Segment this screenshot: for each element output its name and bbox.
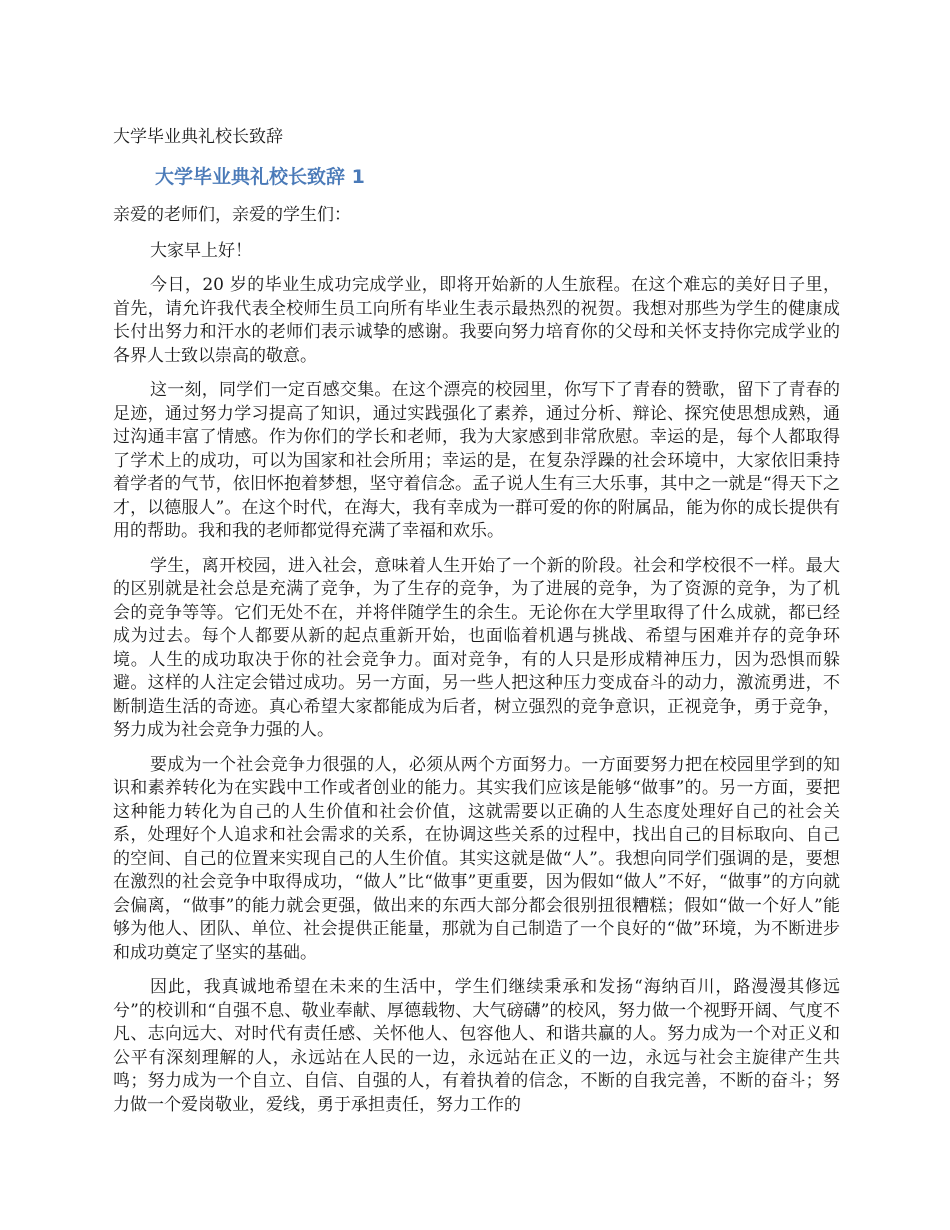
document-title: 大学毕业典礼校长致辞 [113, 127, 283, 147]
greeting: 大家早上好！ [150, 241, 252, 261]
speech-body [113, 274, 840, 1128]
paragraph-two-aspects: 要成为一个社会竞争力很强的人，必须从两个方面努力。一方面要努力把在校园里学到的知识和素养转化为在实践中工作或者创业的能力。其实我们应该是能够“做事”的。另一方面，要把这种能力转化为自己的人生价值和社会价值，这就需要以正确的人生态度处理好自己的社会关系，处理好个人追求和社会需求的关系，在协调这些关系的过程中，找出自己的目标取向、自己的空间、自己的位置来实现自己的人生价值。其实这就是做“人”。我想向同学们强调的是，要想在激烈的社会竞争中取得成功，“做人”比“做事”更重要，因为假如“做人”不好，“做事”的方向就会偏离，“做事”的能力就会更强，做出来的东西大部分都会很别扭很糟糕；假如“做一个好人”能够为他人、团队、单位、社会提供正能量，那就为自己制造了一个良好的“做”环境，为不断进步和成功奠定了坚实的基础。 [113, 754, 840, 963]
salutation: 亲爱的老师们，亲爱的学生们： [113, 205, 351, 225]
paragraph-hopes: 因此，我真诚地希望在未来的生活中，学生们继续秉承和发扬“海纳百川，路漫漫其修远兮”的校训和“自强不息、敬业奉献、厚德载物、大气磅礴”的校风，努力做一个视野开阔、气度不凡、志向远大、对时代有责任感、关怀他人、包容他人、和谐共赢的人。努力成为一个对正义和公平有深刻理解的人，永远站在人民的一边，永远站在正义的一边，永远与社会主旋律产生共鸣；努力成为一个自立、自信、自强的人，有着执着的信念，不断的自我完善，不断的奋斗；努力做一个爱岗敬业，爱线，勇于承担责任，努力工作的 [113, 977, 840, 1115]
paragraph-competition: 学生，离开校园，进入社会，意味着人生开始了一个新的阶段。社会和学校很不一样。最大的区别就是社会总是充满了竞争，为了生存的竞争，为了进展的竞争，为了资源的竞争，为了机会的竞争等等。它们无处不在，并将伴随学生的余生。无论你在大学里取得了什么成就，都已经成为过去。每个人都要从新的起点重新开始，也面临着机遇与挑战、希望与困难并存的竞争环境。人生的成功取决于你的社会竞争力。面对竞争，有的人只是形成精神压力，因为恐惧而躲避。这样的人注定会错过成功。另一方面，另一些人把这种压力变成奋斗的动力，激流勇进，不断制造生活的奇迹。真心希望大家都能成为后者，树立强烈的竞争意识，正视竞争，勇于竞争，努力成为社会竞争力强的人。 [113, 555, 840, 740]
paragraph-campus-memories: 这一刻，同学们一定百感交集。在这个漂亮的校园里，你写下了青春的赞歌，留下了青春的足迹，通过努力学习提高了知识，通过实践强化了素养，通过分析、辩论、探究使思想成熟，通过沟通丰富了情感。作为你们的学长和老师，我为大家感到非常欣慰。幸运的是，每个人都取得了学术上的成功，可以为国家和社会所用；幸运的是，在复杂浮躁的社会环境中，大家依旧秉持着学者的气节，依旧怀抱着梦想，坚守着信念。孟子说人生有三大乐事，其中之一就是“得天下之才，以德服人”。在这个时代，在海大，我有幸成为一群可爱的你的附属品，能为你的成长提供有用的帮助。我和我的老师都觉得充满了幸福和欢乐。 [113, 380, 840, 541]
paragraph-congratulations: 今日，20 岁的毕业生成功完成学业，即将开始新的人生旅程。在这个难忘的美好日子里，首先，请允许我代表全校师生员工向所有毕业生表示最热烈的祝贺。我想对那些为学生的健康成长付出努力和汗水的老师们表示诚挚的感谢。我要向努力培育你的父母和关怀支持你完成学业的各界人士致以崇高的敬意。 [113, 275, 840, 366]
section-heading: 大学毕业典礼校长致辞 1 [155, 166, 365, 188]
